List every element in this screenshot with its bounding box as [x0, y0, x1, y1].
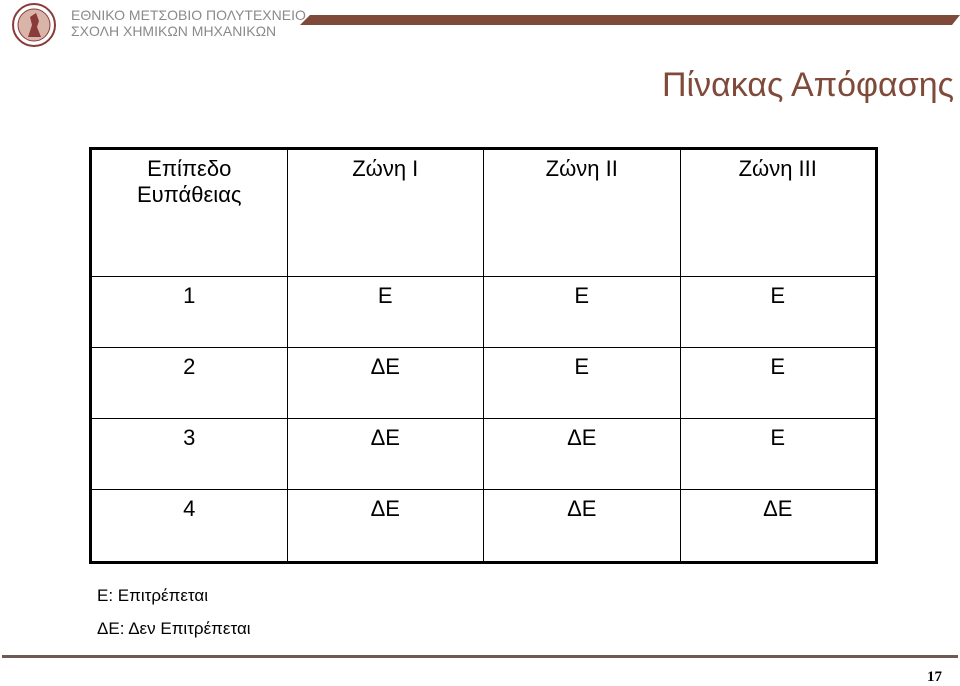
- table-cell: 1: [91, 276, 288, 347]
- table-row: [91, 347, 877, 418]
- table-cell: 4: [91, 489, 288, 562]
- header-cell: Ζώνη II: [484, 149, 681, 277]
- table-cell: Ε: [484, 276, 681, 347]
- table-header-row: [91, 149, 877, 277]
- table-cell: Ε: [680, 276, 877, 347]
- page-number: 17: [927, 669, 942, 685]
- university-seal-logo: [12, 3, 56, 47]
- slide-title: Πίνακας Απόφασης: [662, 66, 954, 104]
- header-cell: Ζώνη III: [680, 149, 877, 277]
- table-cell: Ε: [680, 418, 877, 489]
- table-cell: ΔΕ: [680, 489, 877, 562]
- institution-line-1: ΕΘΝΙΚΟ ΜΕΤΣΟΒΙΟ ΠΟΛΥΤΕΧΝΕΙΟ: [71, 7, 306, 23]
- table-cell: ΔΕ: [287, 418, 484, 489]
- legend-allowed: Ε: Επιτρέπεται: [97, 586, 208, 605]
- table-cell: Ε: [287, 276, 484, 347]
- table-cell: ΔΕ: [484, 489, 681, 562]
- table-cell: 2: [91, 347, 288, 418]
- institution-name: [71, 7, 306, 39]
- footer-divider: [2, 655, 958, 658]
- table-cell: Ε: [484, 347, 681, 418]
- table-cell: Ε: [680, 347, 877, 418]
- header-banner-bar: [300, 15, 960, 25]
- legend-not-allowed: ΔΕ: Δεν Επιτρέπεται: [97, 619, 251, 638]
- table-row: [91, 418, 877, 489]
- table-cell: 3: [91, 418, 288, 489]
- table-cell: ΔΕ: [484, 418, 681, 489]
- table-row: [91, 276, 877, 347]
- decision-table: [89, 147, 878, 564]
- table-cell: ΔΕ: [287, 489, 484, 562]
- table-cell: ΔΕ: [287, 347, 484, 418]
- institution-line-2: ΣΧΟΛΗ ΧΗΜΙΚΩΝ ΜΗΧΑΝΙΚΩΝ: [71, 23, 277, 39]
- header-cell: Ζώνη I: [287, 149, 484, 277]
- table-row: [91, 489, 877, 562]
- header-cell: Επίπεδο Ευπάθειας: [91, 149, 288, 277]
